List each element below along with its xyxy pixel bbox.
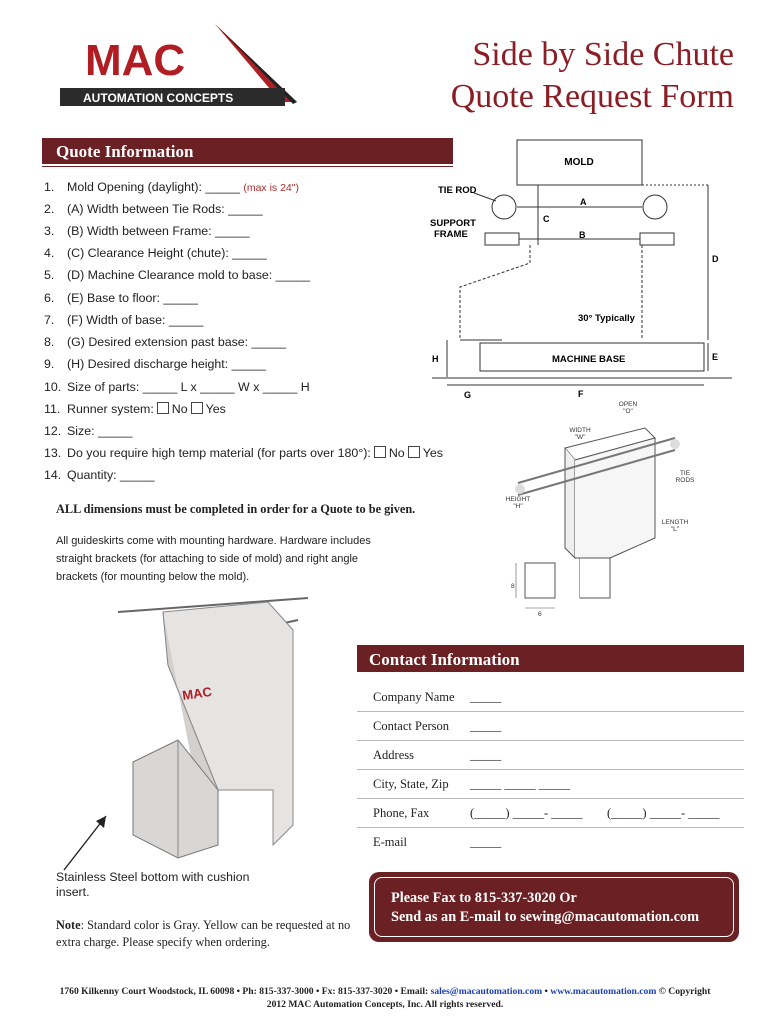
question-8: 8. (G) Desired extension past base: _____ [44,335,287,349]
dim-h: H [432,354,439,364]
question-2: 2. (A) Width between Tie Rods: _____ [44,202,263,216]
chute-drawing [470,398,710,623]
frame-width-field[interactable]: (B) Width between Frame: _____ [67,224,250,238]
section-divider [42,166,453,167]
chute-photo [108,590,323,860]
svg-text:"O": "O" [623,408,633,415]
email-field[interactable]: _____ [470,835,502,849]
fax-line: Please Fax to 815-337-3020 Or [391,890,577,906]
high-temp-no-checkbox[interactable] [374,446,386,458]
question-9: 9. (H) Desired discharge height: _____ [44,357,267,371]
discharge-height-field[interactable]: (H) Desired discharge height: _____ [67,357,267,371]
frame-label: FRAME [434,229,468,240]
mold-label: MOLD [564,157,594,168]
question-13: 13. Do you require high temp material (for parts over 180°): No Yes [44,446,443,460]
question-6: 6. (E) Base to floor: _____ [44,291,198,305]
question-14: 14. Quantity: _____ [44,468,155,482]
svg-text:"L": "L" [670,526,680,533]
address-field[interactable]: _____ [470,748,502,762]
email-label: E-mail [373,835,408,849]
row-divider [357,827,744,828]
question-12: 12. Size: _____ [44,424,133,438]
quantity-field[interactable]: Quantity: _____ [67,468,155,482]
footer: 1760 Kilkenny Court Woodstock, IL 60098 • Ph: 815-337-3000 • Fx: 815-337-3020 • Email: sales@macautomation.com • www.macautomation.com © Copyright 2012 MAC Automation Concepts, Inc. All rights reserved. [59,986,711,1010]
photo-logo: MAC [181,683,213,703]
part-size-field[interactable]: Size of parts: _____ L x _____ W x _____ H [67,380,310,394]
question-11: 11. Runner system: No Yes [44,402,226,416]
logo-subtext: AUTOMATION CONCEPTS [83,91,234,105]
row-divider [357,711,744,712]
dim-8: 8 [511,583,515,590]
question-5: 5. (D) Machine Clearance mold to base: _____ [44,268,311,282]
question-4: 4. (C) Clearance Height (chute): _____ [44,246,267,260]
email-line: Send as an E-mail to sewing@macautomation.com [391,909,699,925]
contact-information-heading: Contact Information [357,645,744,672]
dim-e: E [712,352,719,362]
base-width-field[interactable]: (F) Width of base: _____ [67,313,204,327]
city-label: City, State, Zip [373,777,449,791]
clearance-height-field[interactable]: (C) Clearance Height (chute): _____ [67,246,267,260]
quote-information-heading: Quote Information [42,138,453,164]
website-link[interactable]: www.macautomation.com [550,986,657,997]
phone-field[interactable]: (_____) _____- _____ [470,806,583,820]
fax-field[interactable]: (_____) _____- _____ [607,806,720,820]
page-title-line1: Side by Side Chute [472,36,734,73]
question-1: 1. Mold Opening (daylight): _____ (max is 24") [44,180,299,194]
mold-opening-field[interactable]: Mold Opening (daylight): _____ [67,180,240,194]
dim-c: C [543,214,550,224]
all-dimensions-notice: ALL dimensions must be completed in order for a Quote to be given. [56,502,416,516]
max-note: (max is 24") [243,182,299,194]
machine-diagram [412,135,742,405]
support-label: SUPPORT [430,218,476,229]
sales-email-link[interactable]: sales@macautomation.com [430,986,543,997]
dim-f: F [578,389,584,399]
contact-person-field[interactable]: _____ [470,719,502,733]
contact-person-label: Contact Person [373,719,450,733]
runner-yes-checkbox[interactable] [191,402,203,414]
page-title-line2: Quote Request Form [450,78,734,115]
open-label: OPEN [618,401,638,408]
runner-no-checkbox[interactable] [157,402,169,414]
logo-text: MAC [85,36,186,85]
size-field[interactable]: Size: _____ [67,424,133,438]
question-3: 3. (B) Width between Frame: _____ [44,224,250,238]
company-label: Company Name [373,690,455,704]
tie-rod-label: TIE ROD [438,185,477,196]
row-divider [357,798,744,799]
pointer-arrow [60,808,120,874]
height-label: HEIGHT [505,496,531,503]
dim-a: A [580,197,587,207]
address-label: Address [373,748,414,762]
high-temp-yes-checkbox[interactable] [408,446,420,458]
dim-d: D [712,254,719,264]
dim-b: B [579,230,586,240]
row-divider [357,769,744,770]
phone-label: Phone, Fax [373,806,430,820]
base-to-floor-field[interactable]: (E) Base to floor: _____ [67,291,198,305]
stainless-caption: Stainless Steel bottom with cushion insert. [56,870,250,899]
tie-rods-label: TIE [679,470,691,477]
width-label: WIDTH [569,427,591,434]
color-note: Note: Standard color is Gray. Yellow can be requested at no extra charge. Please specify when ordering. [56,918,351,949]
company-field[interactable]: _____ [470,690,502,704]
extension-field[interactable]: (G) Desired extension past base: _____ [67,335,287,349]
city-field[interactable]: _____ _____ _____ [470,777,570,791]
dim-g: G [464,390,472,400]
question-10: 10. Size of parts: _____ L x _____ W x _____ H [44,380,310,394]
dim-6: 6 [538,611,542,618]
svg-text:"H": "H" [513,503,523,510]
length-label: LENGTH [661,519,689,526]
question-7: 7. (F) Width of base: _____ [44,313,204,327]
svg-text:"W": "W" [574,434,586,441]
svg-text:RODS: RODS [675,477,695,484]
machine-clearance-field[interactable]: (D) Machine Clearance mold to base: _____ [67,268,311,282]
typically-label: 30° Typically [578,313,635,324]
tie-rod-width-field[interactable]: (A) Width between Tie Rods: _____ [67,202,263,216]
hardware-text: All guideskirts come with mounting hardware. Hardware includes straight brackets (for attaching to side of mold) and right angle brackets (for mounting below the mold). [56,535,371,583]
machine-base-label: MACHINE BASE [552,354,626,365]
mac-logo [55,20,305,110]
row-divider [357,740,744,741]
fax-box-border [374,877,734,937]
